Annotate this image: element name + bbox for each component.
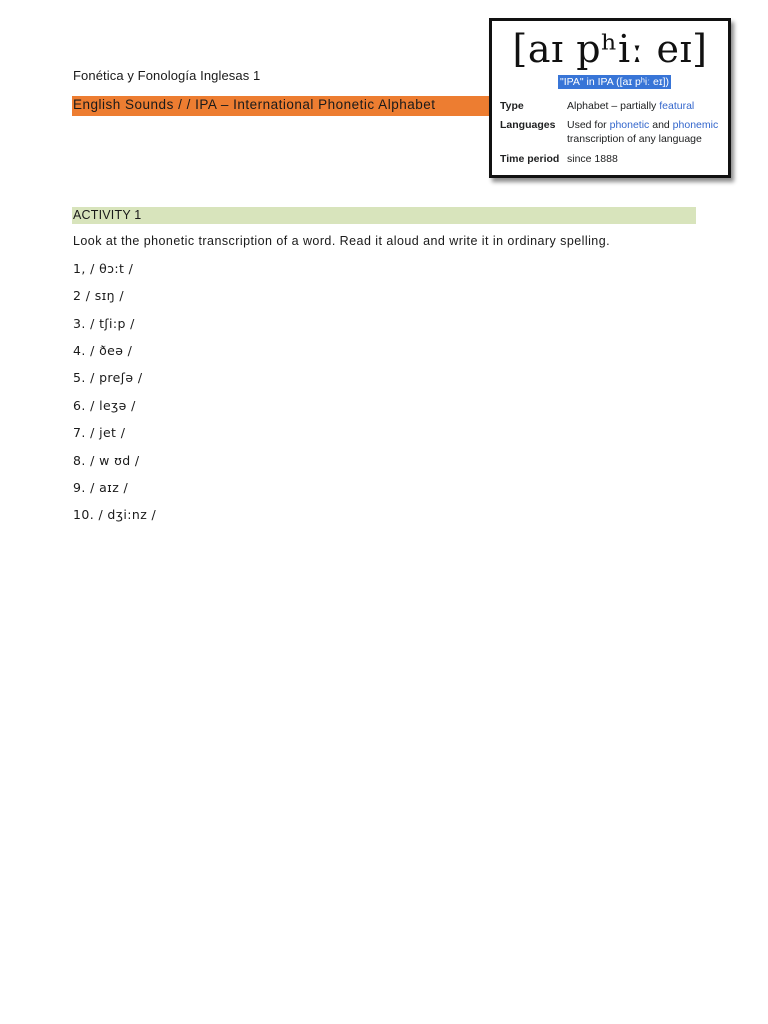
list-item: 1, / θɔ:t / xyxy=(73,261,134,276)
featural-link[interactable]: featural xyxy=(659,100,695,112)
infobox-value-type xyxy=(567,99,729,113)
header-band xyxy=(72,96,502,116)
header-title: English Sounds / / IPA – International Phonetic Alphabet xyxy=(73,97,436,112)
activity-band xyxy=(72,207,696,224)
infobox-value-time-period: since 1888 xyxy=(567,153,618,165)
infobox-label-type: Type xyxy=(500,100,524,112)
infobox-value-languages-prefix: Used for xyxy=(567,119,610,131)
ipa-heading: [aɪ pʰiː eɪ] xyxy=(512,27,708,71)
list-item: 10. / dʒi:nz / xyxy=(73,507,157,522)
list-item: 7. / jet / xyxy=(73,425,126,440)
infobox-value-languages-suffix: transcription of any language xyxy=(567,133,702,145)
list-item: 2 / sɪŋ / xyxy=(73,288,124,303)
infobox-value-languages xyxy=(567,118,729,146)
activity-label: ACTIVITY 1 xyxy=(73,208,142,222)
list-item: 3. / tʃi:p / xyxy=(73,316,135,331)
list-item: 8. / w ʊd / xyxy=(73,453,140,468)
phonetic-link[interactable]: phonetic xyxy=(609,119,650,131)
list-item: 6. / leʒə / xyxy=(73,398,136,413)
infobox-value-languages-middle: and xyxy=(649,119,673,131)
activity-instruction: Look at the phonetic transcription of a word. Read it aloud and write it in ordinary spelling. xyxy=(73,234,611,248)
phonemic-link[interactable]: phonemic xyxy=(672,119,719,131)
infobox-label-time-period: Time period xyxy=(500,153,560,165)
course-title: Fonética y Fonología Inglesas 1 xyxy=(73,68,261,83)
ipa-caption: "IPA" in IPA ([aɪ pʰiː eɪ]) xyxy=(560,76,670,88)
ipa-infobox-image xyxy=(489,18,731,178)
infobox-value-type-text: Alphabet – partially xyxy=(567,100,660,112)
infobox-label-languages: Languages xyxy=(500,119,556,131)
list-item: 5. / preʃə / xyxy=(73,370,143,385)
list-item: 4. / ðeə / xyxy=(73,343,133,358)
list-item: 9. / aɪz / xyxy=(73,480,129,495)
